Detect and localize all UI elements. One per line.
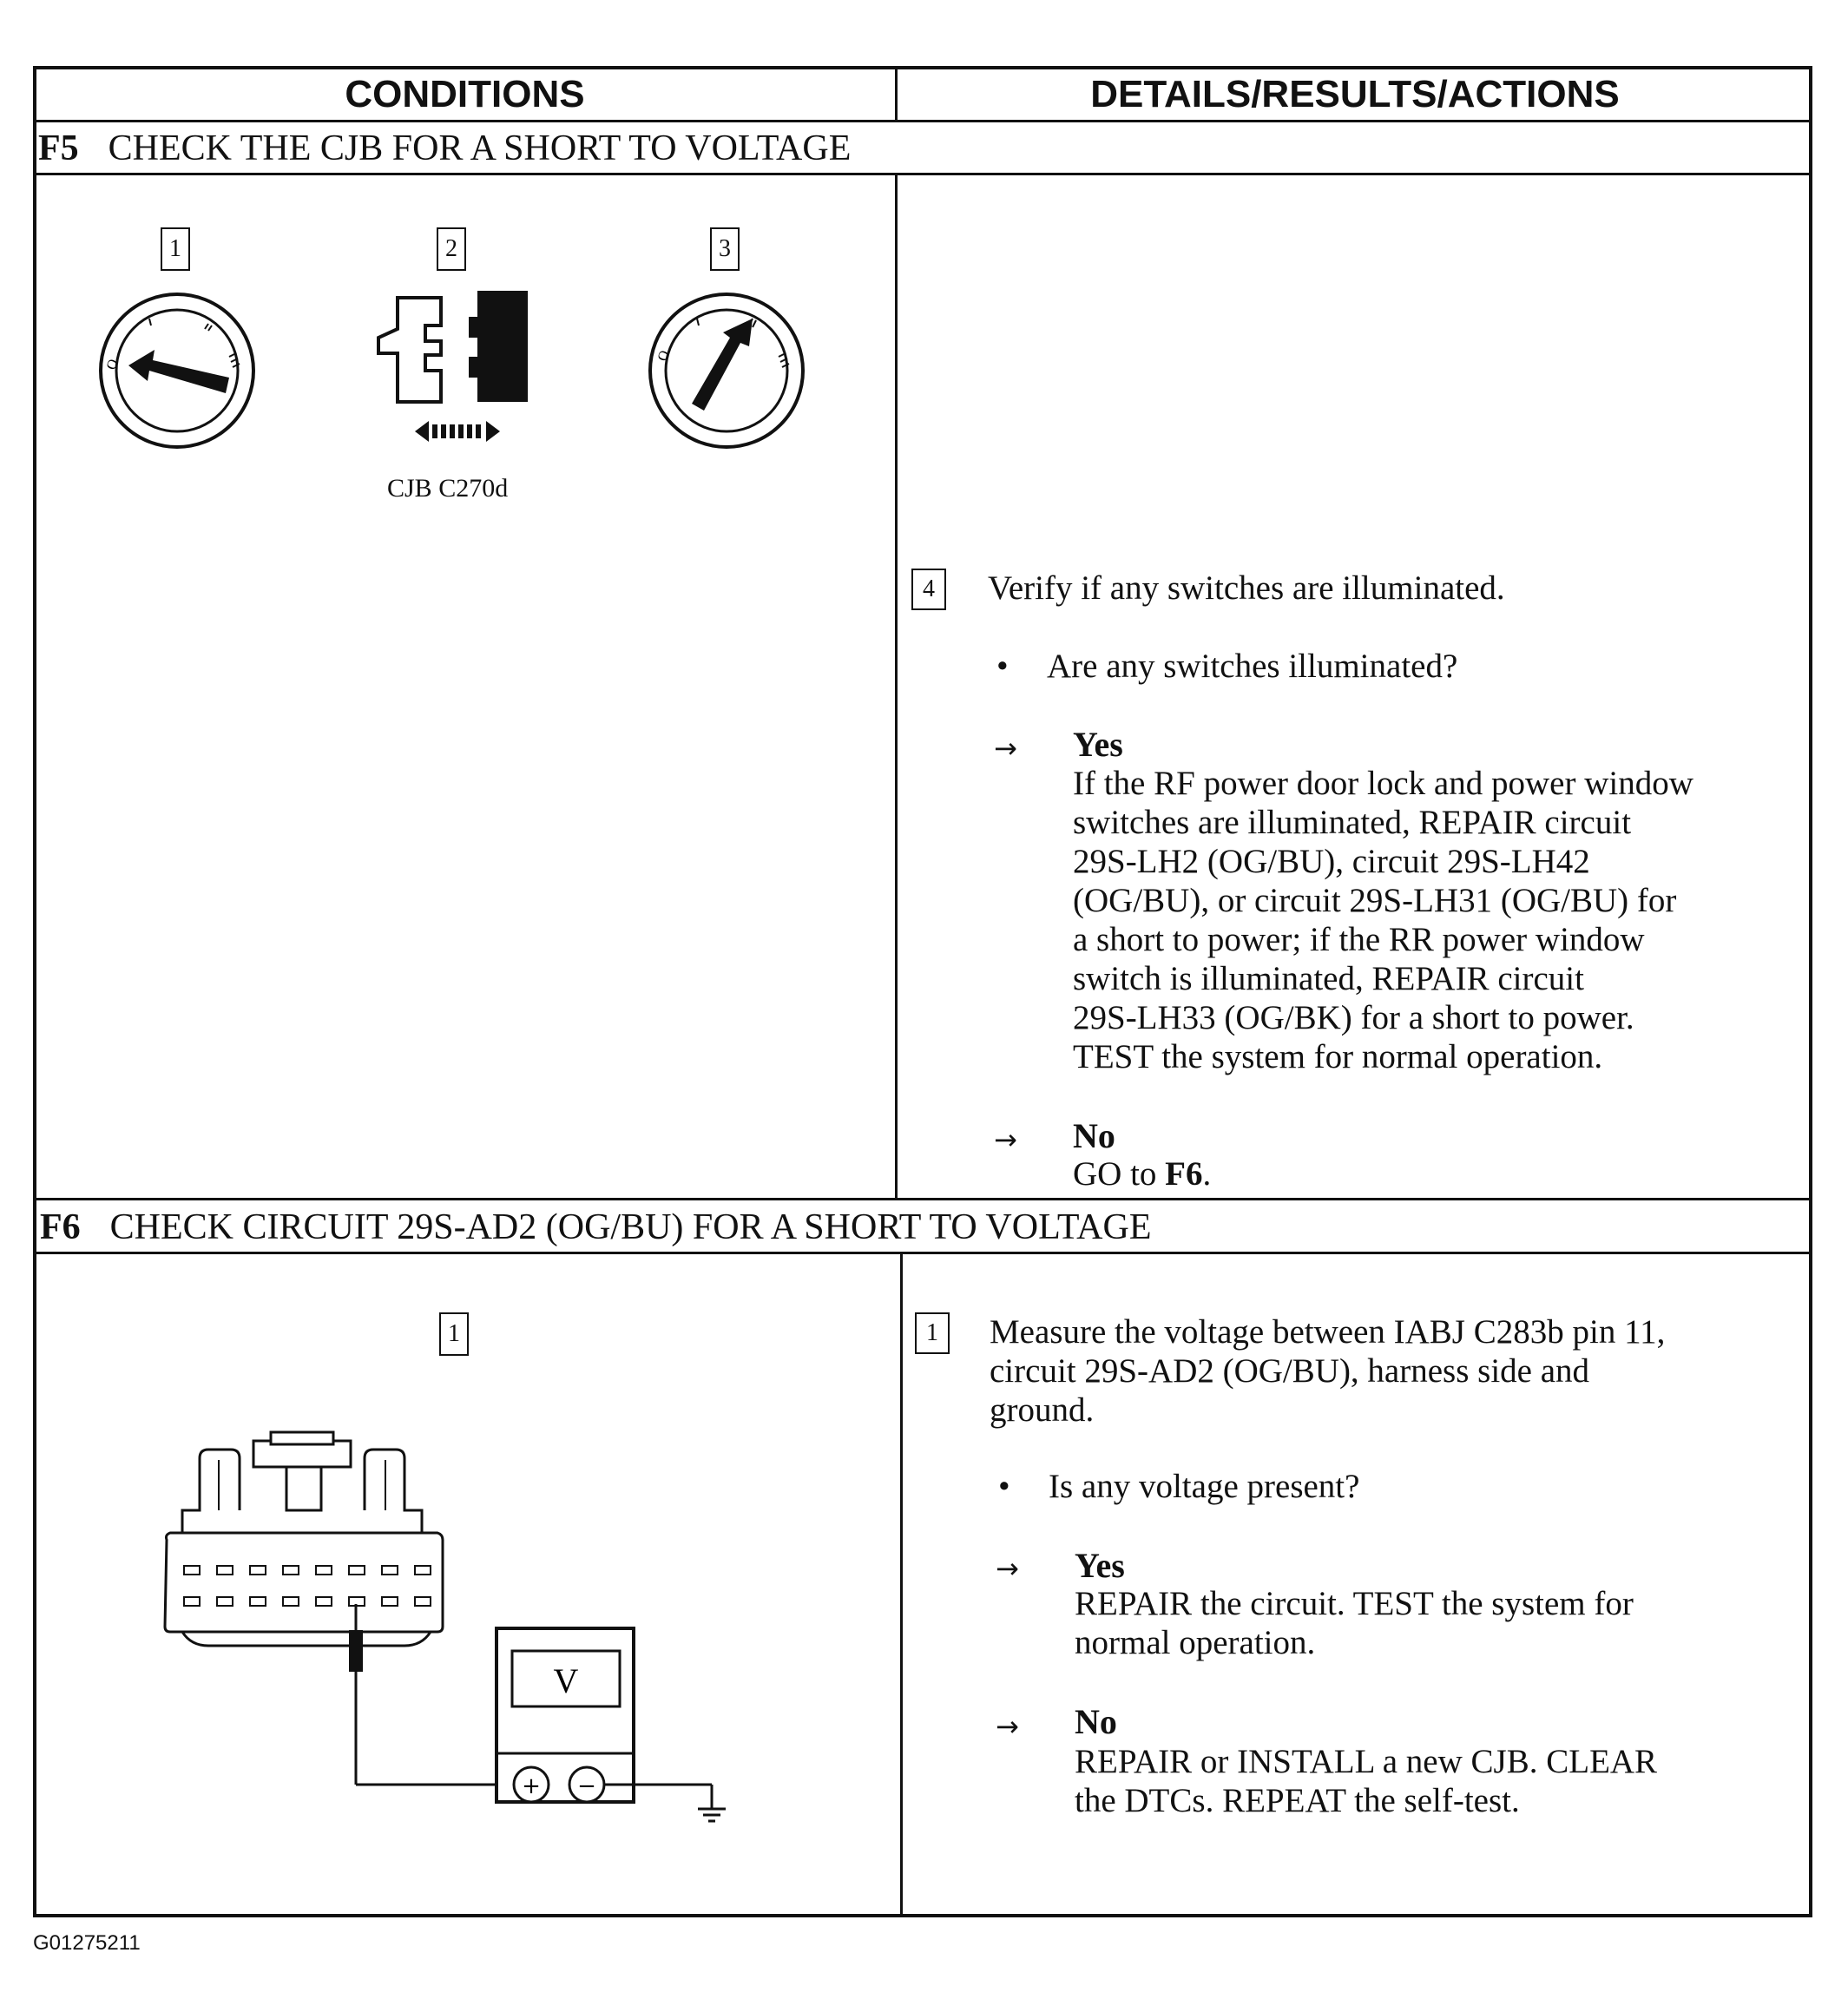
f5-yes-label: Yes: [1073, 725, 1123, 764]
f5-yes-line-6: switch is illuminated, REPAIR circuit: [1073, 960, 1584, 997]
f6-title-divider: [33, 1252, 1812, 1254]
meter-minus-label: −: [577, 1773, 596, 1799]
f5-no-suffix: .: [1202, 1155, 1212, 1193]
figure-code: G01275211: [33, 1931, 141, 1955]
f5-bottom-divider: [33, 1198, 1812, 1200]
f5-no-prefix: GO to: [1073, 1155, 1166, 1193]
connector-caption: CJB C270d: [387, 474, 509, 503]
f5-yes-line-8: TEST the system for normal operation.: [1073, 1038, 1603, 1075]
ignition-switch-off-icon: [97, 291, 257, 450]
f5-no-target-link[interactable]: F6: [1165, 1155, 1203, 1193]
meter-display-text: V: [553, 1661, 579, 1700]
f6-column-divider: [900, 1252, 903, 1917]
f5-step-2-box: 2: [437, 227, 466, 271]
f6-id: F6: [40, 1207, 81, 1247]
f6-yes-line-1: REPAIR the circuit. TEST the system for: [1075, 1585, 1634, 1622]
f6-step-1-box: 1: [915, 1312, 950, 1354]
f6-yes-arrow: →: [996, 1552, 1019, 1585]
f5-title-divider: [33, 173, 1812, 175]
f5-id: F5: [38, 128, 79, 168]
f5-step-3-box: 3: [710, 227, 740, 271]
f5-yes-line-1: If the RF power door lock and power window: [1073, 765, 1693, 802]
details-header: DETAILS/RESULTS/ACTIONS: [1090, 73, 1620, 115]
f5-yes-line-2: switches are illuminated, REPAIR circuit: [1073, 804, 1632, 841]
f5-bullet: •: [996, 648, 1009, 685]
f5-question: Are any switches illuminated?: [1047, 648, 1458, 685]
f5-yes-line-4: (OG/BU), or circuit 29S-LH31 (OG/BU) for: [1073, 882, 1677, 919]
f5-step-4-instruction: Verify if any switches are illuminated.: [988, 569, 1505, 607]
svg-text:O: O: [103, 357, 122, 372]
f6-bullet: •: [998, 1468, 1010, 1505]
ignition-switch-on-icon: [647, 291, 806, 450]
f5-title-text: CHECK THE CJB FOR A SHORT TO VOLTAGE: [108, 128, 852, 168]
f6-section-title: [40, 1207, 1152, 1248]
f5-yes-line-7: 29S-LH33 (OG/BK) for a short to power.: [1073, 999, 1634, 1036]
f6-no-text: [1075, 1742, 1657, 1820]
f6-yes-label: Yes: [1075, 1546, 1125, 1585]
f5-column-divider: [895, 173, 898, 1199]
f6-instruction-line-3: ground.: [990, 1391, 1095, 1429]
f5-yes-line-5: a short to power; if the RR power window: [1073, 921, 1645, 958]
voltmeter-icon: [497, 1628, 634, 1802]
f5-no-arrow: →: [994, 1123, 1017, 1156]
f6-instruction-line-1: Measure the voltage between IABJ C283b pin 11,: [990, 1313, 1666, 1351]
f5-yes-text: [1073, 764, 1693, 1076]
f6-no-line-1: REPAIR or INSTALL a new CJB. CLEAR: [1075, 1743, 1658, 1780]
f5-step-1-box: 1: [161, 227, 190, 271]
f5-yes-line-3: 29S-LH2 (OG/BU), circuit 29S-LH42: [1073, 843, 1590, 880]
f6-yes-line-2: normal operation.: [1075, 1624, 1316, 1661]
f6-no-line-2: the DTCs. REPEAT the self-test.: [1075, 1782, 1520, 1819]
f6-yes-text: [1075, 1584, 1634, 1662]
f6-title-text: CHECK CIRCUIT 29S-AD2 (OG/BU) FOR A SHORT TO VOLTAGE: [109, 1207, 1152, 1247]
conditions-header: CONDITIONS: [345, 73, 585, 115]
f6-no-arrow: →: [996, 1710, 1019, 1743]
f5-no-label: No: [1073, 1116, 1115, 1155]
meter-plus-label: +: [522, 1773, 541, 1799]
f6-diagram-step-box: 1: [439, 1312, 469, 1356]
header-divider: [33, 120, 1812, 122]
f6-instruction-line-2: circuit 29S-AD2 (OG/BU), harness side and: [990, 1352, 1590, 1390]
connector-disconnect-icon: [372, 291, 536, 447]
harness-connector-icon: [156, 1424, 746, 1823]
f5-yes-arrow: →: [994, 732, 1017, 765]
f6-question: Is any voltage present?: [1049, 1468, 1360, 1505]
f6-step-1-instruction: [990, 1312, 1665, 1430]
f5-step-4-box: 4: [911, 569, 946, 610]
svg-text:O: O: [654, 348, 673, 364]
f5-no-text: [1073, 1154, 1211, 1193]
f6-no-label: No: [1075, 1702, 1117, 1741]
f5-section-title: [38, 128, 851, 169]
